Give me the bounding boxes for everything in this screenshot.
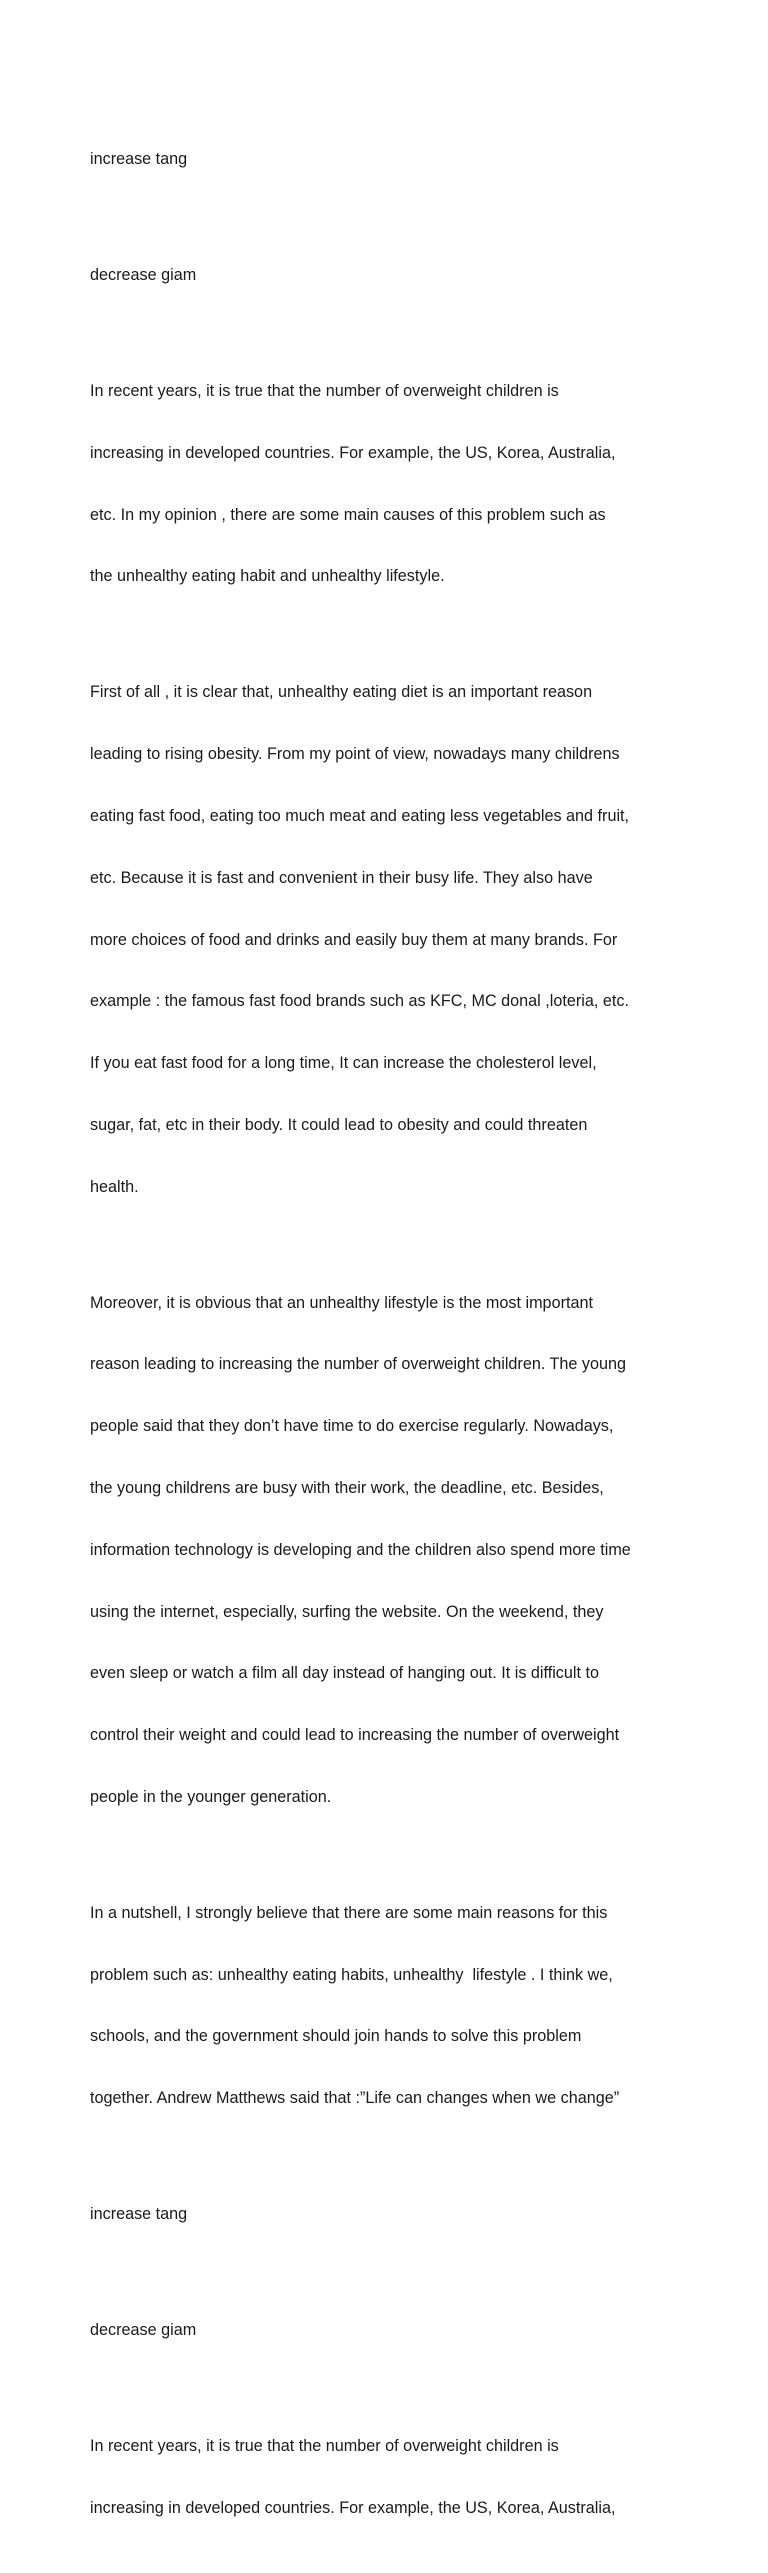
paragraph-vocab-increase-repeat — [90, 2163, 710, 2266]
paragraph-introduction — [90, 340, 710, 628]
text-line: people in the younger generation. — [90, 1787, 332, 1806]
text-line: increasing in developed countries. For example, the US, Korea, Australia, — [90, 2498, 616, 2517]
text-line: Moreover, it is obvious that an unhealthy lifestyle is the most important — [90, 1293, 593, 1312]
text-line: health. — [90, 1177, 139, 1196]
paragraph-introduction-repeat — [90, 2395, 710, 2560]
text-line: etc. Because it is fast and convenient in their busy life. They also have — [90, 868, 593, 887]
text-line: In recent years, it is true that the number of overweight children is — [90, 382, 559, 401]
text-line: information technology is developing and the children also spend more time — [90, 1540, 631, 1559]
text-line: eating fast food, eating too much meat and eating less vegetables and fruit, — [90, 807, 630, 825]
paragraph-vocab-increase — [90, 108, 710, 211]
text-line: sugar, fat, etc in their body. It could lead to obesity and could threaten — [90, 1115, 588, 1134]
text-line: the unhealthy eating habit and unhealthy lifestyle. — [90, 567, 445, 586]
text-line: increase tang — [90, 2205, 188, 2224]
paragraph-body-diet — [90, 641, 710, 1238]
text-line: decrease giam — [90, 2321, 197, 2340]
paragraph-body-lifestyle — [90, 1251, 710, 1848]
text-line: problem such as: unhealthy eating habits, unhealthy lifestyle . I think we, — [90, 1965, 613, 1984]
text-line: using the internet, especially, surfing the website. On the weekend, they — [90, 1602, 604, 1621]
text-line: control their weight and could lead to increasing the number of overweight — [90, 1726, 620, 1745]
text-line: example : the famous fast food brands such as KFC, MC donal ,loteria, etc. — [90, 992, 629, 1011]
text-line: decrease giam — [90, 266, 197, 285]
text-line: increase tang — [90, 150, 188, 169]
text-line: leading to rising obesity. From my point of view, nowadays many childrens — [90, 745, 620, 764]
paragraph-vocab-decrease-repeat — [90, 2279, 710, 2382]
text-line: people said that they don’t have time to do exercise regularly. Nowadays, — [90, 1417, 614, 1436]
text-line: In recent years, it is true that the number of overweight children is — [90, 2437, 559, 2456]
text-line: increasing in developed countries. For example, the US, Korea, Australia, — [90, 443, 616, 462]
paragraph-vocab-decrease — [90, 224, 710, 327]
document-body — [90, 108, 710, 2573]
text-line: schools, and the government should join hands to solve this problem — [90, 2027, 582, 2046]
text-line: together. Andrew Matthews said that :”Life can changes when we change” — [90, 2089, 620, 2108]
text-line: If you eat fast food for a long time, It can increase the cholesterol level, — [90, 1054, 597, 1073]
text-line: In a nutshell, I strongly believe that there are some main reasons for this — [90, 1903, 608, 1922]
text-line: reason leading to increasing the number of overweight children. The young — [90, 1355, 627, 1374]
text-line: the young childrens are busy with their work, the deadline, etc. Besides, — [90, 1479, 604, 1497]
paragraph-conclusion — [90, 1862, 710, 2150]
text-line: First of all , it is clear that, unhealthy eating diet is an important reason — [90, 683, 593, 702]
text-line: etc. In my opinion , there are some main causes of this problem such as — [90, 505, 606, 524]
text-line: more choices of food and drinks and easily buy them at many brands. For — [90, 930, 618, 949]
text-line: even sleep or watch a film all day instead of hanging out. It is difficult to — [90, 1664, 599, 1683]
